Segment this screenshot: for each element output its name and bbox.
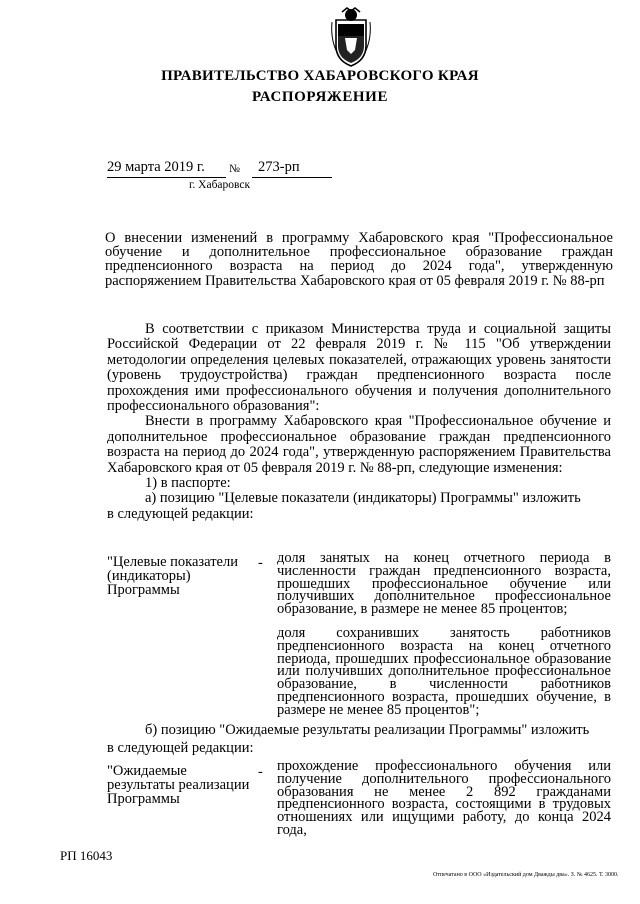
date-value: 29 марта 2019 г. — [107, 159, 205, 175]
print-imprint: Отпечатано в ООО «Издательский дом Дважды два». З. № 4625. Т. 3000. — [433, 872, 619, 878]
position1-dash: - — [258, 555, 263, 571]
paragraph-item-1: 1) в паспорте: — [145, 475, 231, 492]
document-code: РП 16043 — [60, 848, 113, 863]
paragraph-item-a-cont: в следующей редакции: — [107, 505, 254, 522]
position2-dash: - — [258, 764, 263, 780]
document-date — [107, 159, 226, 178]
paragraph-preamble: В соответствии с приказом Министерства труда и социальной защиты Российской Федерации от 22 февраля 2019 г. № 115 "Об утверждении методологии определения целевых показателей, отражающих уровень занятости (уровень трудоустройства) граждан предпенсионного возраста после прохождения ими профессионального обучения и получения дополнительного профессионального образования": — [107, 321, 611, 415]
position1-value-2: доля сохранивших занятость работников предпенсионного возраста на конец отчетного периода, прошедших профессиональное образование или получивших дополнительное профессиональное образование, в численности работников предпенсионного возраста, прошедших обучение, в размере не менее 85 процентов"; — [277, 625, 611, 718]
city: г. Хабаровск — [189, 179, 251, 191]
number-sign: № — [229, 163, 240, 175]
number-value: 273-рп — [258, 159, 300, 175]
paragraph-item-a: а) позицию "Целевые показатели (индикаторы) Программы" изложить — [145, 490, 581, 507]
position2-value: прохождение профессионального обучения или получение дополнительного профессионального образования не менее 2 892 гражданами предпенсионного возраста, состоящими в трудовых отношениях или ищущими работу, до конца 2024 года, — [277, 758, 611, 838]
paragraph-item-b-cont: в следующей редакции: — [107, 740, 254, 756]
document-subject: О внесении изменений в программу Хабаровского края "Профессиональное обучение и дополнительное профессиональное образование граждан предпенсионного возраста на период до 2024 года", утвержденную распоряжением Правительства Хабаровского края от 05 февраля 2019 г. № 88-рп — [105, 230, 613, 289]
document-number — [252, 159, 332, 178]
coat-of-arms-emblem — [328, 6, 374, 68]
paragraph-resolution: Внести в программу Хабаровского края "Профессиональное обучение и дополнительное профессиональное образование граждан предпенсионного возраста на период до 2024 года", утвержденную распоряжением Правительства Хабаровского края от 05 февраля 2019 г. № 88-рп, следующие изменения: — [107, 413, 611, 476]
body-text — [107, 322, 611, 522]
position2-label: "Ожидаемые результаты реализации Программы — [107, 763, 250, 807]
document-type: РАСПОРЯЖЕНИЕ — [251, 89, 389, 105]
position1-label: "Целевые показатели (индикаторы) Программы — [107, 554, 238, 598]
position1-value-1: доля занятых на конец отчетного периода в численности граждан предпенсионного возраста, прошедших профессиональное обучение или получивших дополнительное профессиональное образование, в размере не менее 85 процентов; — [277, 550, 611, 618]
organization-title: ПРАВИТЕЛЬСТВО ХАБАРОВСКОГО КРАЯ — [161, 68, 479, 84]
paragraph-item-b: б) позицию "Ожидаемые результаты реализации Программы" изложить — [145, 722, 590, 738]
